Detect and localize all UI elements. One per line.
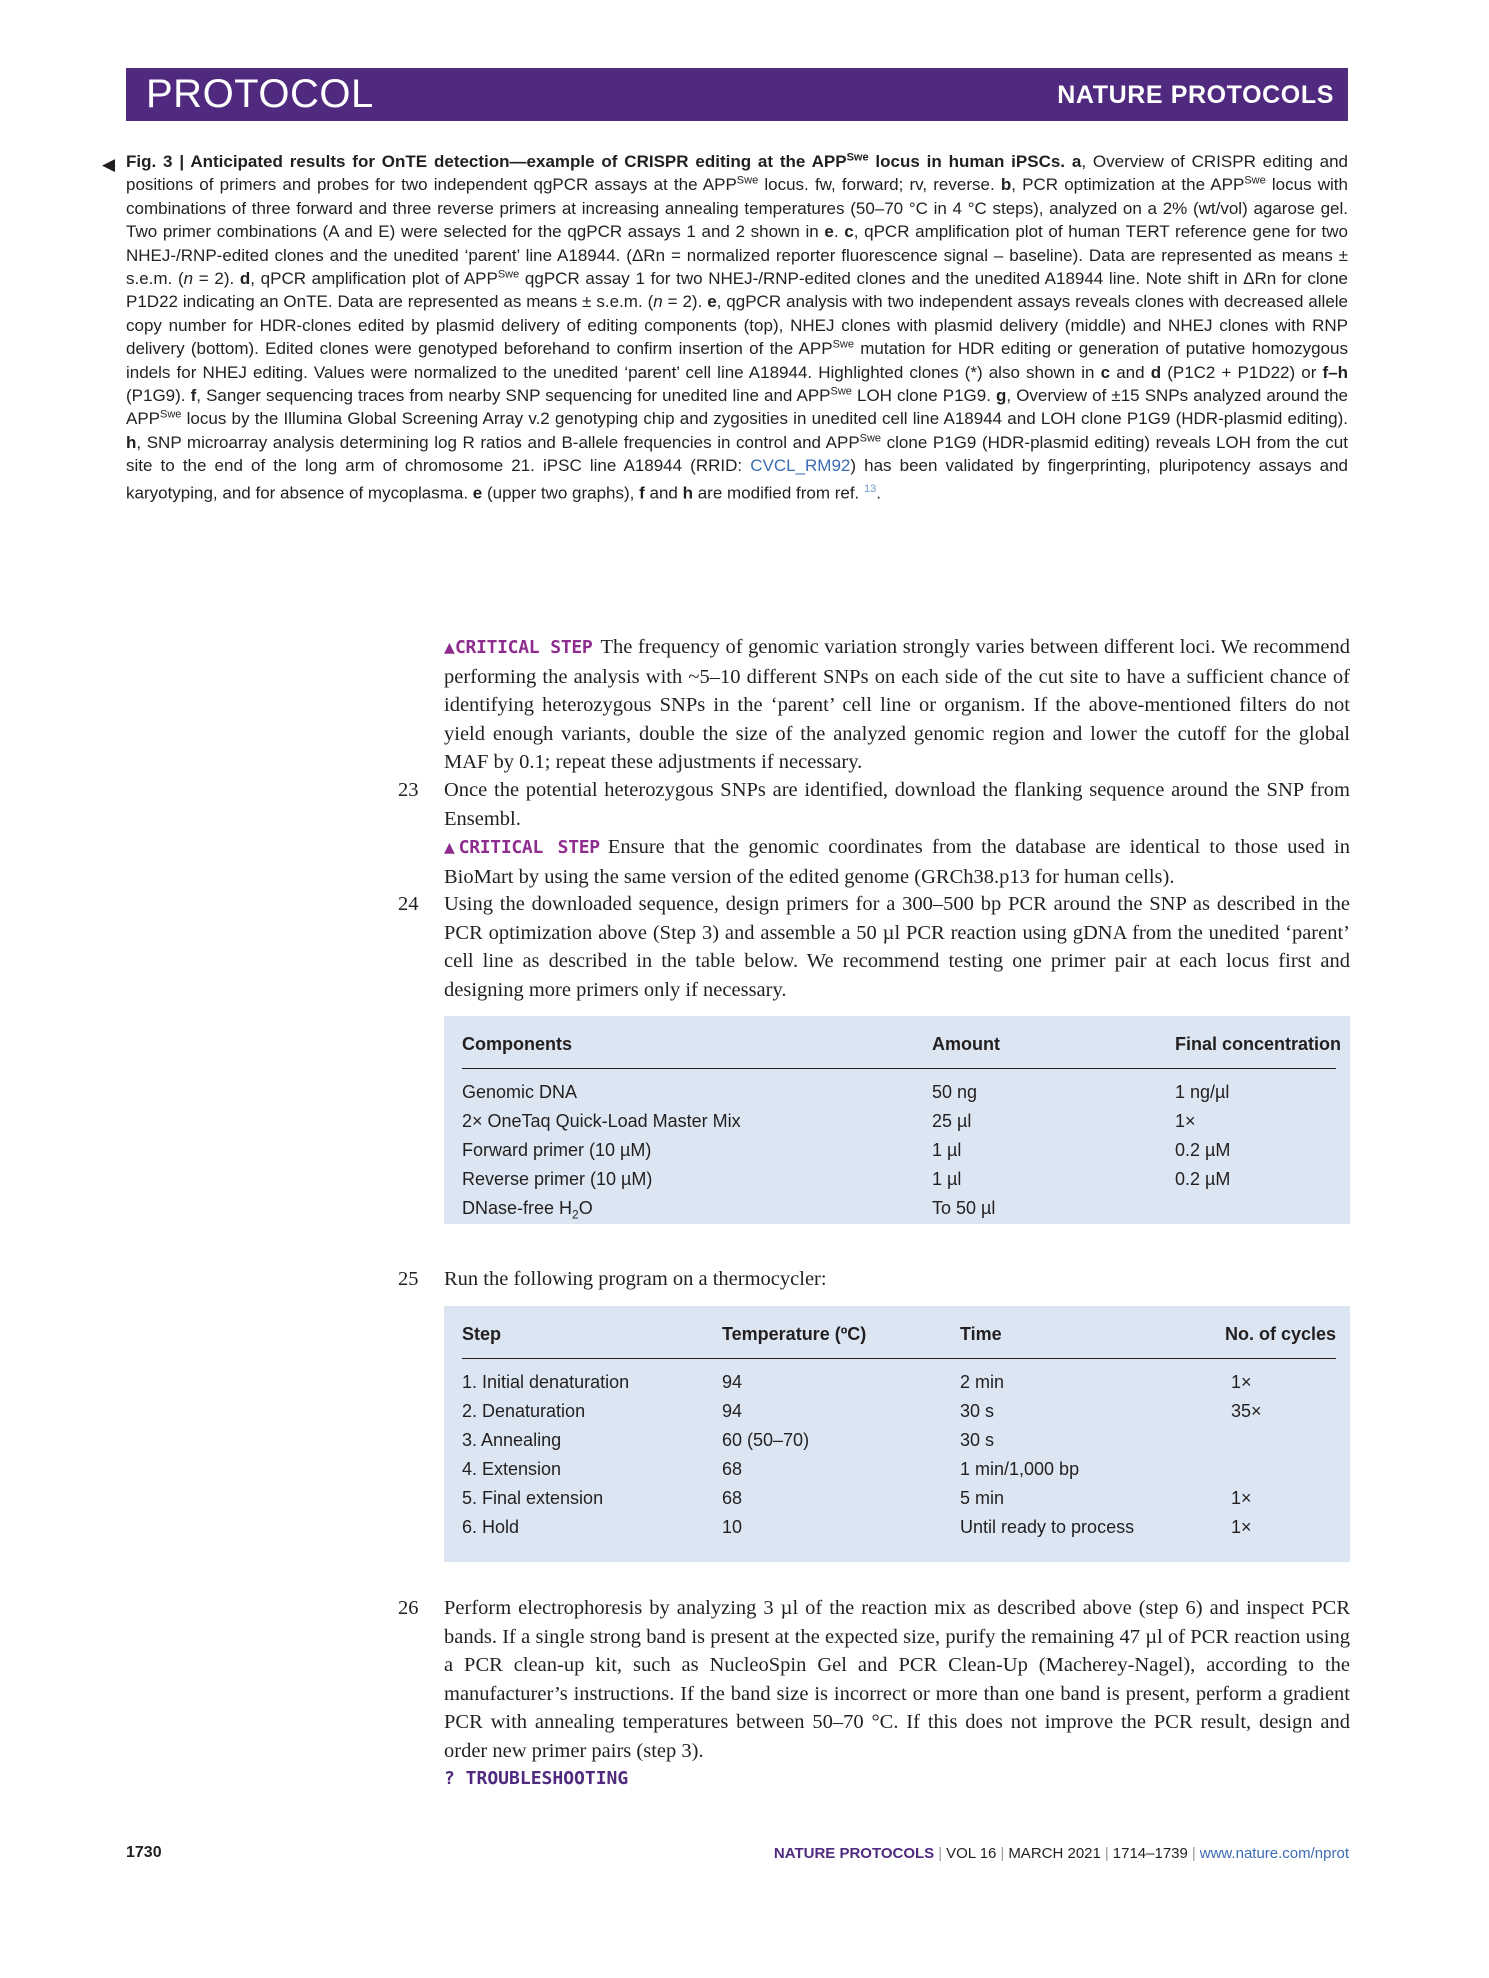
page-number: 1730 [126, 1844, 162, 1861]
table-row: 2. Denaturation 94 30 s 35× [462, 1401, 1262, 1421]
step-23-text: Once the potential heterozygous SNPs are identified, download the flanking sequence around the SNP from Ensembl. [444, 779, 1350, 830]
troubleshooting-link[interactable]: ? TROUBLESHOOTING [444, 1768, 629, 1789]
step-number-26: 26 [398, 1597, 419, 1619]
table-row: Forward primer (10 µM) 1 µl 0.2 µM [462, 1140, 1231, 1160]
table-row: Reverse primer (10 µM) 1 µl 0.2 µM [462, 1169, 1231, 1189]
table-row: DNase-free $H_2O$ To 50 µl [462, 1198, 996, 1222]
thermocycler-program-table [444, 1306, 1350, 1562]
table-header: Components Amount Final concentration [462, 1016, 1336, 1069]
journal-title: NATURE PROTOCOLS [1057, 81, 1334, 109]
rrid-link[interactable]: CVCL_RM92 [750, 456, 851, 476]
table-row: 2× OneTaq Quick-Load Master Mix 25 µl 1× [462, 1111, 1196, 1131]
figure-caption: ◀ Fig. 3 | Anticipated results for OnTE detection—example of CRISPR editing at the $APP^{Swe}$ locus in human iPSCs. a, Overview of CRISPR editing and positions of primers and probes for two independent qgPCR assays at the $APP^{Swe}$ locus. fw, forward; rv, reverse. b, PCR optimization at the $APP^{Swe}$ locus with combinations of three forward and three reverse primers at increasing annealing temperatures (50–70 °C in 4 °C steps), analyzed on a 2% (wt/vol) agarose gel. Two primer combinations (A and E) were selected for the qgPCR assays 1 and 2 shown in e. c, qPCR amplification plot of human TERT reference gene for two NHEJ-/RNP-edited clones and the unedited ‘parent’ line A18944. (ΔRn = normalized reporter fluorescence signal – baseline). Data are represented as means ± s.e.m. (n = 2). d, qPCR amplification plot of $APP^{Swe}$ qgPCR assay 1 for two NHEJ-/RNP-edited clones and the unedited A18944 line. Note shift in ΔRn for clone P1D22 indicating an OnTE. Data are represented as means ± s.e.m. (n = 2). e, qgPCR analysis with two independent assays reveals clones with decreased allele copy number for HDR-clones edited by plasmid delivery of editing components (top), NHEJ clones with plasmid delivery (middle) and NHEJ clones with RNP delivery (bottom). Edited clones were genotyped beforehand to confirm insertion of the $APP^{Swe}$ mutation for HDR editing or generation of putative homozygous indels for NHEJ editing. Values were normalized to the unedited ‘parent’ cell line A18944. Highlighted clones (*) also shown in c and d (P1C2 + P1D22) or f–h (P1G9). f, Sanger sequencing traces from nearby SNP sequencing for unedited line and $APP^{Swe}$ LOH clone P1G9. g, Overview of ±15 SNPs analyzed around the $APP^{Swe}$ locus by the Illumina Global Screening Array v.2 genotyping chip and zygosities in unedited cell line A18944 and LOH clone P1G9 (HDR-plasmid editing). h, SNP microarray analysis determining log R ratios and B-allele frequencies in control and $APP^{Swe}$ clone P1G9 (HDR-plasmid editing) reveals LOH from the cut site to the end of the long arm of chromosome 21. iPSC line A18944 (RRID: CVCL_RM92) has been validated by fingerprinting, pluripotency assays and karyotyping, and for absence of mycoplasma. e (upper two graphs), f and h are modified from ref. $^{13}$. [102, 151, 1349, 503]
journal-url-link[interactable]: www.nature.com/nprot [1199, 1845, 1349, 1862]
step-number-24: 24 [398, 893, 419, 915]
step-number-23: 23 [398, 779, 419, 801]
step-24-text: Using the downloaded sequence, design primers for a 300–500 bp PCR around the SNP as described in the PCR optimization above (Step 3) and assemble a 50 µl PCR reaction using gDNA from the unedited ‘parent’ cell line as described in the table below. We recommend testing one primer pair at each locus first and designing more primers only if necessary. [444, 893, 1350, 1001]
footer-citation: NATURE PROTOCOLS | VOL 16 | MARCH 2021 | 1714–1739 | www.nature.com/nprot [773, 1845, 1349, 1862]
step-25-text: Run the following program on a thermocycler: [444, 1268, 827, 1290]
step-26-text: Perform electrophoresis by analyzing 3 µl of the reaction mix as described above (step 6) and inspect PCR bands. If a single strong band is present at the expected size, purify the remaining 47 µl of PCR reaction using a PCR clean-up kit, such as NucleoSpin Gel and PCR Clean-Up (Macherey-Nagel), according to the manufacturer’s instructions. If the band size is incorrect or more than one band is present, perform a gradient PCR with annealing temperatures between 50–70 °C. If this does not improve the PCR result, design and order new primer pairs (step 3). [444, 1597, 1350, 1762]
critical-step-label: ▲CRITICAL STEP [444, 637, 593, 658]
critical-step-label: ▲CRITICAL STEP [444, 837, 600, 858]
table-row: 5. Final extension 68 5 min 1× [462, 1488, 1252, 1508]
section-title: PROTOCOL [146, 72, 374, 116]
table-row: 6. Hold 10 Until ready to process 1× [462, 1517, 1252, 1537]
critical-step-2: ▲CRITICAL STEP Ensure that the genomic coordinates from the database are identical to those used in BioMart by using the same version of the edited genome (GRCh38.p13 for human cells). [444, 836, 1350, 888]
critical-step-1: ▲CRITICAL STEP The frequency of genomic variation strongly varies between different loci. We recommend performing the analysis with ~5–10 different SNPs on each side of the cut site to have a sufficient chance of identifying heterozygous SNPs in the ‘parent’ cell line or organism. If the above-mentioned filters do not yield enough variants, double the size of the analyzed genomic region and lower the cutoff for the global MAF by 0.1; repeat these adjustments if necessary. [444, 636, 1350, 774]
page-header [126, 68, 1348, 121]
step-number-25: 25 [398, 1268, 419, 1290]
table-row: 1. Initial denaturation 94 2 min 1× [462, 1372, 1252, 1392]
table-row: 4. Extension 68 1 min/1,000 bp [462, 1459, 1080, 1479]
caption-arrow-icon: ◀ [102, 155, 116, 174]
table-row: Genomic DNA 50 ng 1 ng/µl [462, 1082, 1230, 1102]
table-header: Step Temperature (ºC) Time No. of cycles [462, 1306, 1336, 1359]
reference-link[interactable]: 13 [864, 482, 877, 495]
reaction-components-table [444, 1016, 1350, 1224]
table-row: 3. Annealing 60 (50–70) 30 s [462, 1430, 995, 1450]
